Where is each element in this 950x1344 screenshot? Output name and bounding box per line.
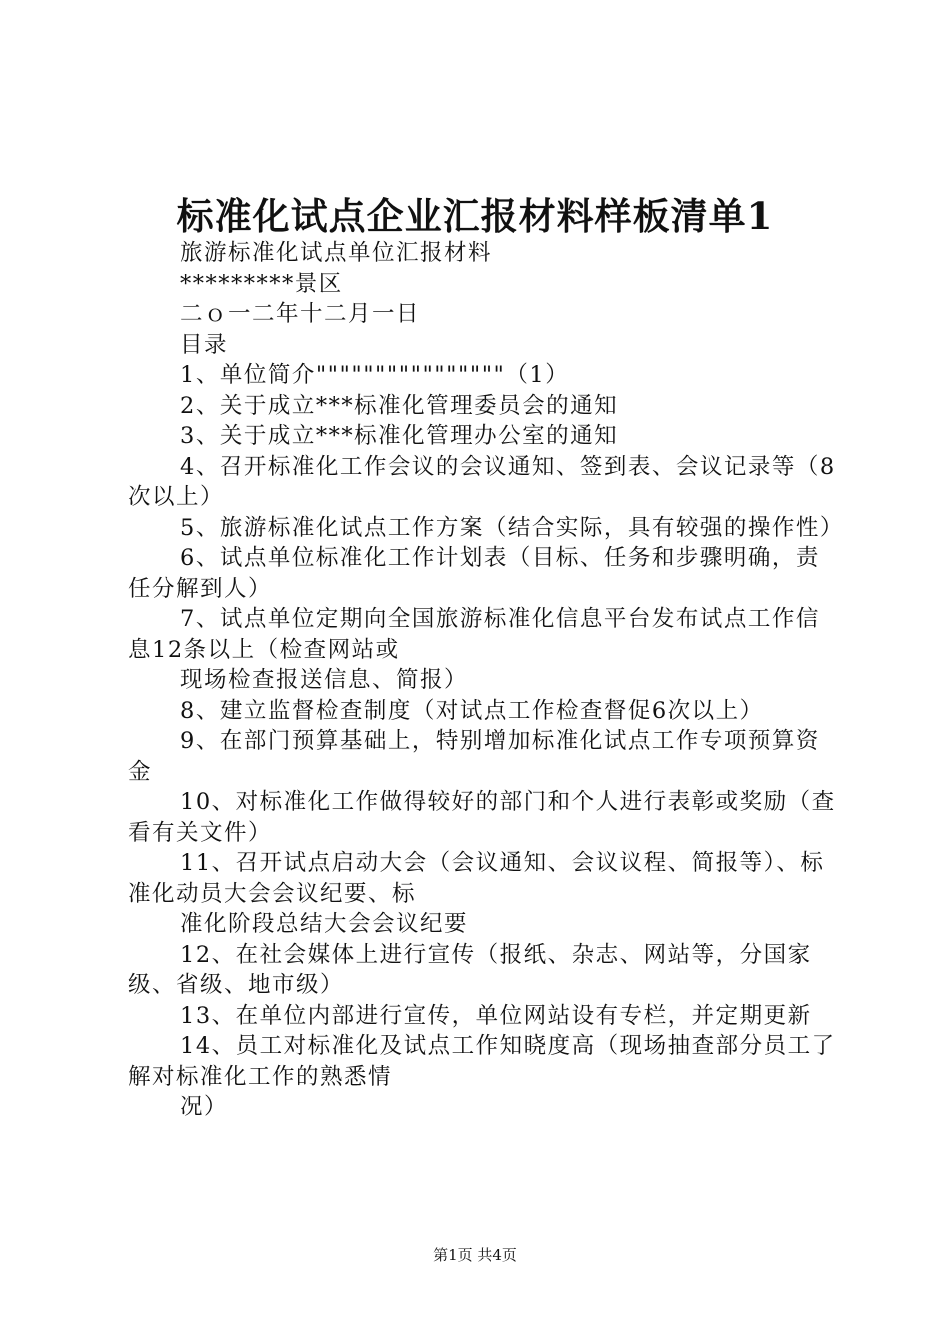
paragraph: 况） (180, 1094, 229, 1120)
paragraph: 旅游标准化试点单位汇报材料 (180, 240, 493, 266)
document-title: 标准化试点企业汇报材料样板清单1 (176, 194, 774, 238)
paragraph: 13、在单位内部进行宣传，单位网站设有专栏，并定期更新 (180, 1002, 812, 1029)
document-body (128, 238, 843, 1123)
paragraph: 2、关于成立***标准化管理委员会的通知 (180, 392, 619, 419)
paragraph: 3、关于成立***标准化管理办公室的通知 (180, 423, 619, 449)
paragraph: 1、单位简介""""""""""""""""（1） (180, 362, 570, 388)
paragraph: 11、召开试点启动大会（会议通知、会议议程、简报等）、标准化动员大会会议纪要、标 (128, 850, 825, 907)
paragraph: 14、员工对标准化及试点工作知晓度高（现场抽查部分员工了解对标准化工作的熟悉情 (128, 1033, 836, 1090)
page-number-footer: 第1页 共4页 (433, 1246, 517, 1264)
paragraph: 准化阶段总结大会会议纪要 (180, 911, 469, 937)
paragraph: *********景区 (180, 270, 343, 297)
paragraph: 12、在社会媒体上进行宣传（报纸、杂志、网站等，分国家级、省级、地市级） (128, 941, 812, 998)
paragraph: 二ｏ一二年十二月一日 (180, 301, 421, 327)
paragraph: 8、建立监督检查制度（对试点工作检查督促6次以上） (180, 697, 764, 724)
paragraph: 现场检查报送信息、简报） (180, 667, 469, 693)
paragraph: 5、旅游标准化试点工作方案（结合实际，具有较强的操作性） (180, 514, 844, 541)
paragraph: 9、在部门预算基础上，特别增加标准化试点工作专项预算资金 (128, 728, 820, 785)
paragraph: 6、试点单位标准化工作计划表（目标、任务和步骤明确，责任分解到人） (128, 545, 820, 602)
paragraph: 10、对标准化工作做得较好的部门和个人进行表彰或奖励（查看有关文件） (128, 789, 836, 846)
paragraph: 7、试点单位定期向全国旅游标准化信息平台发布试点工作信息12条以上（检查网站或 (128, 606, 820, 663)
paragraph: 4、召开标准化工作会议的会议通知、签到表、会议记录等（8次以上） (128, 453, 836, 510)
paragraph: 目录 (180, 331, 229, 358)
